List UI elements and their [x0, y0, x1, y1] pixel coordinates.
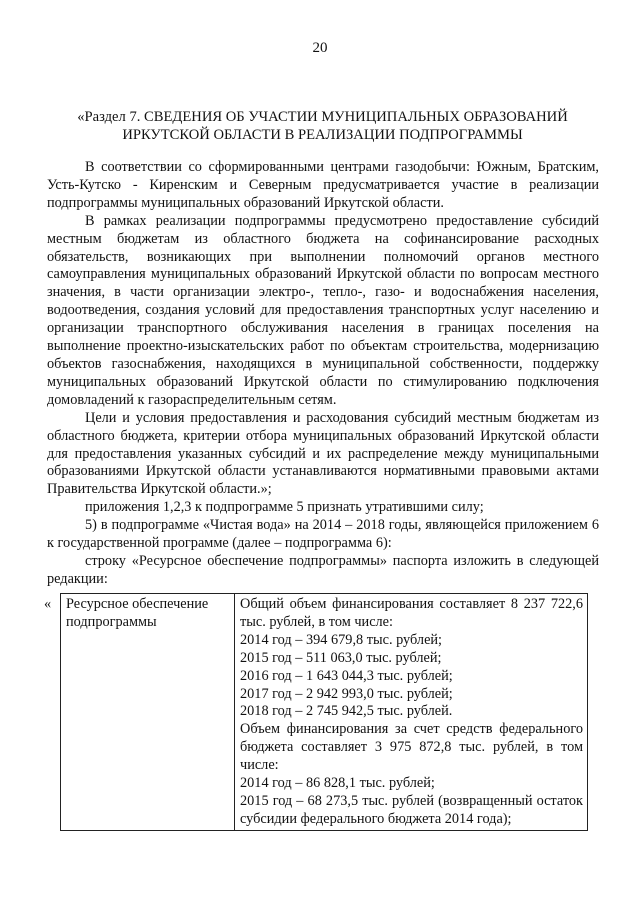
paragraph-appendices: приложения 1,2,3 к подпрограмме 5 признать утратившими силу; — [85, 499, 484, 516]
table-row — [61, 594, 588, 831]
funding-2017-line: 2017 год – 2 942 993,0 тыс. рублей; — [240, 685, 453, 702]
federal-2014-line: 2014 год – 86 828,1 тыс. рублей; — [240, 775, 435, 792]
section-heading-line-2: ИРКУТСКОЙ ОБЛАСТИ В РЕАЛИЗАЦИИ ПОДПРОГРАММЫ — [122, 127, 523, 143]
federal-funding-line: Объем финансирования за счет средств федерального бюджета составляет 3 975 872,8 тыс. рублей, в том числе: — [240, 721, 583, 774]
resource-label-cell: Ресурсное обеспечение подпрограммы — [61, 594, 235, 831]
total-funding-line: Общий объем финансирования составляет 8 237 722,6 тыс. рублей, в том числе: — [240, 596, 583, 630]
federal-2015-line: 2015 год – 68 273,5 тыс. рублей (возвращенный остаток субсидии федерального бюджета 2014 года); — [240, 792, 583, 827]
paragraph-subsidies: В рамках реализации подпрограммы предусмотрено предоставление субсидий местным бюджетам из областного бюджета на софинансирование расходных обязательств, возникающих при выполнении полномочий органов местного самоуправления муниципальных образований Иркутской области по вопросам местного значения, в части организации электро-, тепло-, газо- и водоснабжения населения, водоотведения, создания условий для предоставления транспортных услуг населению и организации транспортного обслуживания населения в границах поселения на выполнение проектно-изыскательских работ по объектам строительства, модернизацию объектов газоснабжения, находящихся в муниципальной собственности, поддержку муниципальных образований Иркутской области по стимулированию подключения домовладений к газораспределительным сетям. — [47, 212, 599, 408]
resource-value-cell — [235, 594, 588, 831]
passport-table — [60, 593, 588, 831]
document-body — [47, 159, 599, 589]
funding-2016-line: 2016 год – 1 643 044,3 тыс. рублей; — [240, 667, 453, 684]
section-heading-line-1: «Раздел 7. СВЕДЕНИЯ ОБ УЧАСТИИ МУНИЦИПАЛЬНЫХ ОБРАЗОВАНИЙ — [77, 109, 568, 125]
paragraph-conditions: Цели и условия предоставления и расходования субсидий местным бюджетам из областного бюджета, критерии отбора муниципальных образований Иркутской области для предоставления указанных субсидий и их распределение между муниципальными образованиями Иркутской области устанавливаются нормативными правовыми актами Правительства Иркутской области.»; — [47, 409, 599, 498]
page-number: 20 — [312, 40, 328, 56]
paragraph-subprogram-6: 5) в подпрограмме «Чистая вода» на 2014 – 2018 годы, являющейся приложением 6 к государственной программе (далее – подпрограмма 6): — [47, 517, 599, 552]
funding-2015-line: 2015 год – 511 063,0 тыс. рублей; — [240, 649, 442, 666]
funding-2018-line: 2018 год – 2 745 942,5 тыс. рублей. — [240, 703, 453, 720]
table-opening-quote: « — [44, 596, 52, 612]
paragraph-gas-centers: В соответствии со сформированными центрами газодобычи: Южным, Братским, Усть-Кутско - Киренским и Северным предусматривается участие в реализации подпрограммы муниципальных образований Иркутской области. — [47, 159, 599, 211]
funding-2014-line: 2014 год – 394 679,8 тыс. рублей; — [240, 631, 443, 648]
paragraph-passport-row: строку «Ресурсное обеспечение подпрограммы» паспорта изложить в следующей редакции: — [47, 552, 599, 587]
